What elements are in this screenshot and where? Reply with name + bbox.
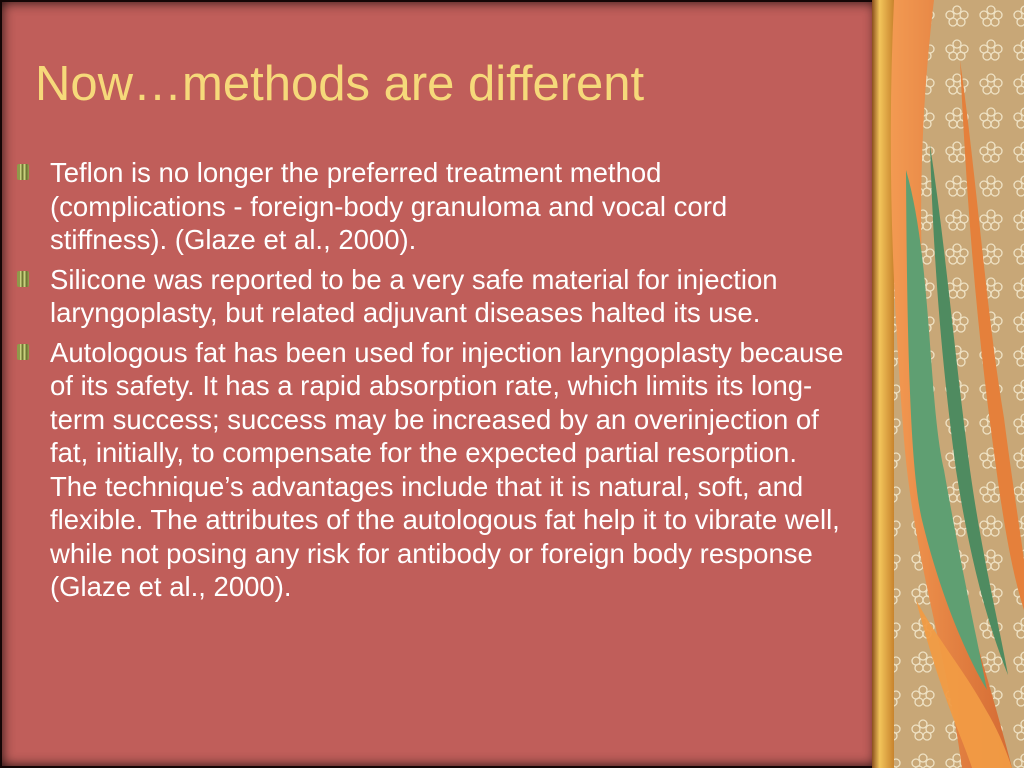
bullet-item	[14, 336, 844, 604]
scroll-bullet-icon	[16, 342, 32, 362]
bullet-item	[14, 156, 844, 257]
scroll-bullet-icon	[16, 269, 32, 289]
decorative-sidebar-art	[872, 0, 1024, 768]
scroll-bullet-icon	[16, 162, 32, 182]
bullet-text: Teflon is no longer the preferred treatment method (complications - foreign-body granuloma and vocal cord stiffness). (Glaze et al., 2000).	[50, 157, 728, 255]
bullet-item	[14, 263, 844, 330]
bullet-text: Autologous fat has been used for injection laryngoplasty because of its safety. It has a rapid absorption rate, which limits its long-term success; success may be increased by an overinjection of fat, initially, to compensate for the expected partial resorption. The technique’s advantages include that it is natural, soft, and flexible. The attributes of the autologous fat help it to vibrate well, while not posing any risk for antibody or foreign body response (Glaze et al., 2000).	[50, 336, 844, 602]
bullet-list	[14, 156, 844, 610]
bullet-text: Silicone was reported to be a very safe material for injection laryngoplasty, but related adjuvant diseases halted its use.	[50, 263, 778, 328]
slide-title: Now…methods are different	[35, 57, 645, 111]
